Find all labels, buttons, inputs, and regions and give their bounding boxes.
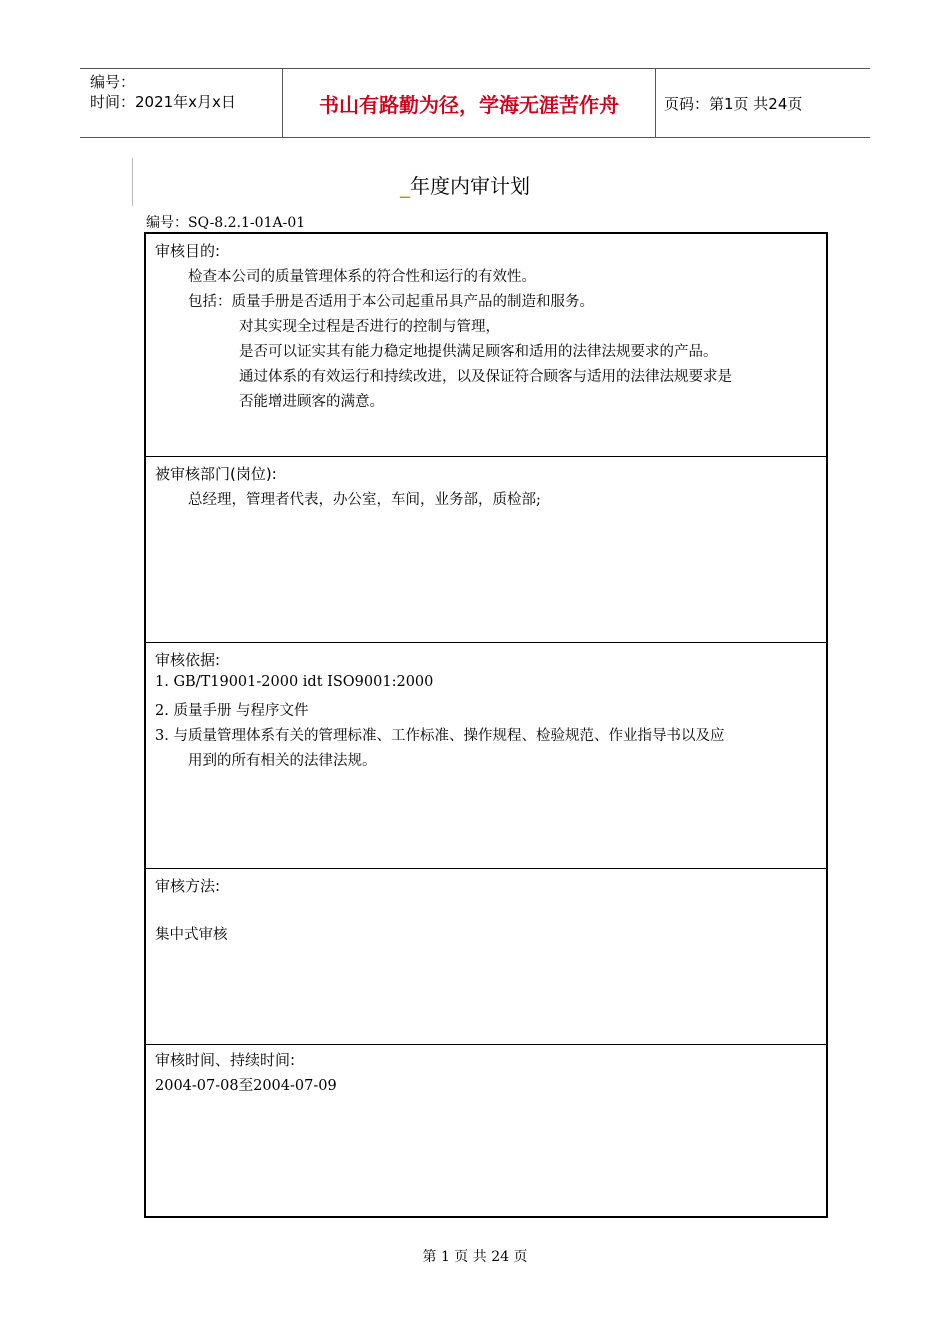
page-footer: 第 1 页 共 24 页 xyxy=(422,1249,528,1265)
purpose-line: 检查本公司的质量管理体系的符合性和运行的有效性。 xyxy=(188,269,536,285)
header-motto: 书山有路勤为径，学海无涯苦作舟 xyxy=(282,69,656,137)
purpose-line: 包括：质量手册是否适用于本公司起重吊具产品的制造和服务。 xyxy=(188,294,594,310)
section-method xyxy=(146,869,826,1045)
basis-item: 1. GB/T19001-2000 idt ISO9001:2000 xyxy=(155,674,434,690)
header-page-label: 页码：第1页 共24页 xyxy=(664,95,803,113)
page-header xyxy=(80,68,870,138)
time-label: 审核时间、持续时间: xyxy=(155,1051,296,1069)
method-label: 审核方法: xyxy=(155,877,221,895)
document-number: 编号：SQ-8.2.1-01A-01 xyxy=(146,215,306,231)
document-title xyxy=(400,170,530,199)
title-blank: _ xyxy=(400,174,410,198)
basis-item: 3. 与质量管理体系有关的管理标准、工作标准、操作规程、检验规范、作业指导书以及应 xyxy=(155,728,725,744)
header-meta xyxy=(80,69,282,137)
departments-label: 被审核部门(岗位): xyxy=(155,465,277,483)
section-basis xyxy=(146,643,826,869)
time-text: 2004-07-08至2004-07-09 xyxy=(155,1078,337,1094)
method-text: 集中式审核 xyxy=(155,927,228,943)
purpose-line: 否能增进顾客的满意。 xyxy=(239,394,384,410)
title-text: 年度内审计划 xyxy=(410,174,530,198)
basis-label: 审核依据: xyxy=(155,651,221,669)
header-time-label: 时间：2021年x月x日 xyxy=(90,93,236,111)
purpose-label: 审核目的: xyxy=(155,242,221,260)
purpose-line: 是否可以证实其有能力稳定地提供满足顾客和适用的法律法规要求的产品。 xyxy=(239,344,718,360)
section-purpose xyxy=(146,234,826,457)
departments-text: 总经理，管理者代表，办公室，车间，业务部，质检部; xyxy=(188,492,541,508)
section-time xyxy=(146,1045,826,1216)
basis-item: 2. 质量手册 与程序文件 xyxy=(155,703,309,719)
basis-item: 用到的所有相关的法律法规。 xyxy=(188,753,377,769)
header-number-label: 编号： xyxy=(90,73,136,91)
margin-rule xyxy=(132,158,133,206)
purpose-line: 对其实现全过程是否进行的控制与管理， xyxy=(239,319,500,335)
section-departments xyxy=(146,457,826,643)
purpose-line: 通过体系的有效运行和持续改进，以及保证符合顾客与适用的法律法规要求是 xyxy=(239,369,732,385)
audit-plan-table xyxy=(144,232,828,1218)
